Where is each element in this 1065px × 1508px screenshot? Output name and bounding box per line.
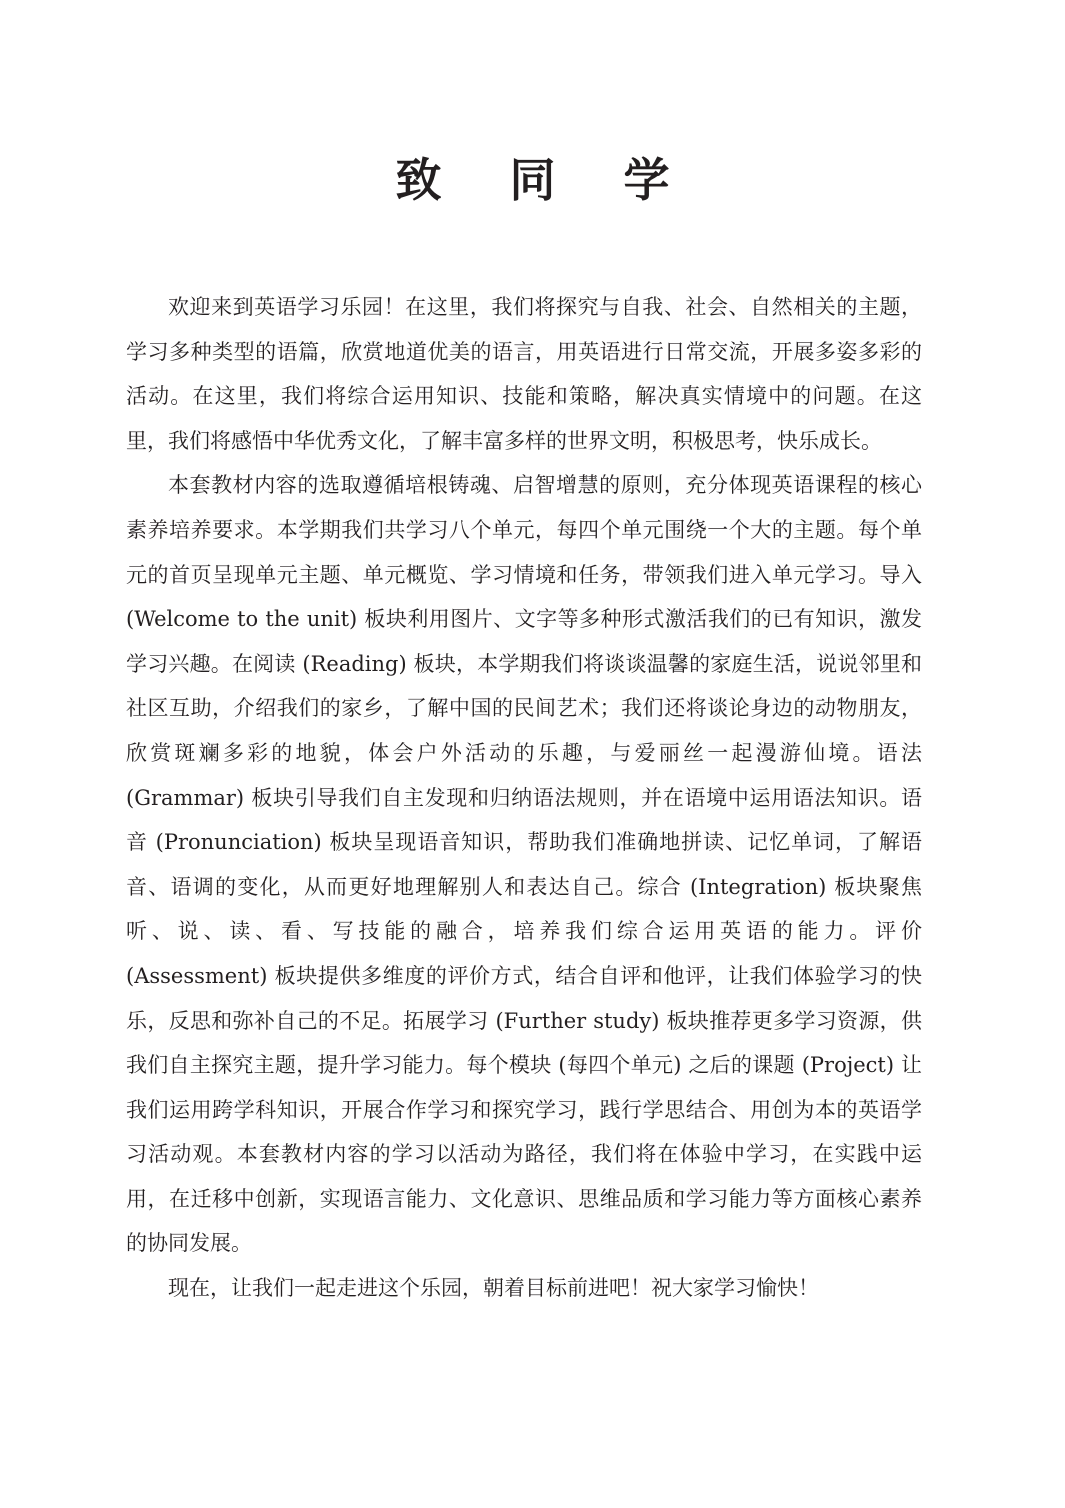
- letter-body: [126, 285, 922, 1311]
- paragraph-welcome: 欢迎来到英语学习乐园！在这里，我们将探究与自我、社会、自然相关的主题，学习多种类型的语篇，欣赏地道优美的语言，用英语进行日常交流，开展多姿多彩的活动。在这里，我们将综合运用知识、技能和策略，解决真实情境中的问题。在这里，我们将感悟中华优秀文化，了解丰富多样的世界文明，积极思考，快乐成长。: [126, 295, 922, 453]
- paragraph-closing: 现在，让我们一起走进这个乐园，朝着目标前进吧！祝大家学习愉快！: [168, 1276, 819, 1301]
- page-title: 致 同 学: [395, 153, 696, 207]
- paragraph-textbook-overview: 本套教材内容的选取遵循培根铸魂、启智增慧的原则，充分体现英语课程的核心素养培养要求。本学期我们共学习八个单元，每四个单元围绕一个大的主题。每个单元的首页呈现单元主题、单元概览、学习情境和任务，带领我们进入单元学习。导入 (Welcome to the unit) 板块利用图片、文字等多种形式激活我们的已有知识，激发学习兴趣。在阅读 (Reading) 板块，本学期我们将谈谈温馨的家庭生活，说说邻里和社区互助，介绍我们的家乡，了解中国的民间艺术；我们还将谈论身边的动物朋友，欣赏斑斓多彩的地貌，体会户外活动的乐趣，与爱丽丝一起漫游仙境。语法 (Grammar) 板块引导我们自主发现和归纳语法规则，并在语境中运用语法知识。语音 (Pronunciation) 板块呈现语音知识，帮助我们准确地拼读、记忆单词，了解语音、语调的变化，从而更好地理解别人和表达自己。综合 (Integration) 板块聚焦听、说、读、看、写技能的融合，培养我们综合运用英语的能力。评价 (Assessment) 板块提供多维度的评价方式，结合自评和他评，让我们体验学习的快乐，反思和弥补自己的不足。拓展学习 (Further study) 板块推荐更多学习资源，供我们自主探究主题，提升学习能力。每个模块 (每四个单元) 之后的课题 (Project) 让我们运用跨学科知识，开展合作学习和探究学习，践行学思结合、用创为本的英语学习活动观。本套教材内容的学习以活动为路径，我们将在体验中学习，在实践中运用，在迁移中创新，实现语言能力、文化意识、思维品质和学习能力等方面核心素养的协同发展。: [126, 473, 922, 1256]
